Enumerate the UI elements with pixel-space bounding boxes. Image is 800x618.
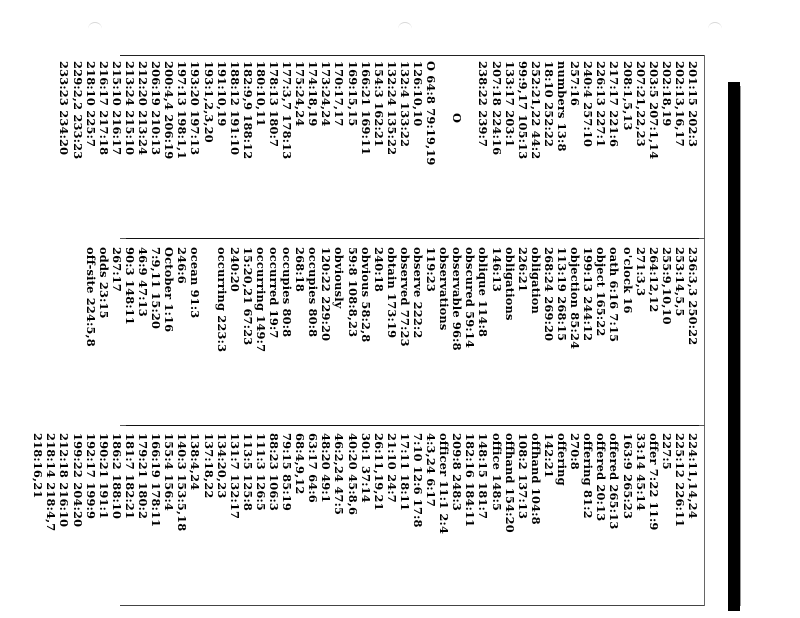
index-entry: 226:13 227:1 <box>594 61 609 148</box>
index-entry: 203:5 207:1,14 <box>646 61 661 160</box>
index-column <box>31 433 699 603</box>
index-entry: 170:17,17 <box>332 61 347 127</box>
index-entry: 209:8 248:3 <box>450 433 465 511</box>
index-entry: 225:12 226:11 <box>672 433 687 528</box>
index-entry: 7:9,11 15:20 <box>149 247 164 330</box>
index-entry: 181:7 182:21 <box>122 433 137 520</box>
index-entry: 217:17 221:6 <box>607 61 622 148</box>
index-entry: off-site 224:5,8 <box>83 247 98 347</box>
index-entry: 120:22 229:20 <box>319 247 334 342</box>
hole-punch-mark <box>88 22 102 30</box>
index-entry: 155:4 156:4 <box>162 433 177 511</box>
index-entry: 192:17 199:9 <box>83 433 98 520</box>
index-entry: 166:19 178:11 <box>149 433 164 528</box>
index-entry: oath 6:16 7:15 <box>607 247 622 343</box>
index-entry: 134:20,23 <box>214 433 229 499</box>
index-entry: office 148:5 <box>489 433 504 512</box>
scan-edge-shadow <box>728 82 740 611</box>
index-entry: 207:18 224:16 <box>489 61 504 156</box>
index-entry <box>463 61 476 231</box>
index-entry: 264:12,12 <box>646 247 661 313</box>
index-entry: 186:2 188:10 <box>109 433 124 520</box>
index-entry: o'clock 16 <box>620 247 635 314</box>
index-entry: 33:14 45:14 <box>633 433 648 511</box>
index-entry: 216:17 217:18 <box>96 61 111 156</box>
index-entry: 133:17 203:1 <box>502 61 517 148</box>
index-entry: ocean 91:3 <box>188 247 203 319</box>
index-entry: numbers 13:8 <box>555 61 570 152</box>
index-entry: 246:6 <box>175 247 190 284</box>
index-entry: offering <box>555 433 570 486</box>
index-entry: October 1:16 <box>162 247 177 333</box>
index-entry: 178:13 180:7 <box>267 61 281 148</box>
index-entry: 268:18 <box>293 247 308 293</box>
index-entry: 252:21,22 44:2 <box>528 61 543 160</box>
index-entry: 148:15 181:7 <box>476 433 491 520</box>
index-entry: 202:13,16,17 <box>672 61 687 147</box>
index-entry: offer 7:22 11:9 <box>646 433 661 531</box>
hole-punch-mark <box>708 22 722 30</box>
index-entry: 126:10,10 <box>411 61 426 127</box>
index-entry: 215:10 216:17 <box>109 61 124 156</box>
index-entry: obligations <box>502 247 517 321</box>
index-entry: 90:3 148:11 <box>122 247 137 325</box>
index-entry: 229:2,2 233:23 <box>70 61 85 160</box>
index-entry: 207:21,22,23 <box>633 61 648 147</box>
index-entry: 267:17 <box>109 247 124 293</box>
index-entry: 268:24 269:20 <box>541 247 556 342</box>
index-entry: 226:21 <box>515 247 530 293</box>
index-entry: 201:15 202:3 <box>686 61 700 148</box>
index-entry: 199:22 204:20 <box>70 433 85 528</box>
index-entry: 257:16 <box>568 61 583 107</box>
index-entry: observable 96:8 <box>450 247 465 351</box>
index-entry: obscured 59:14 <box>463 247 478 349</box>
index-entry: 182:9,9 188:12 <box>240 61 255 160</box>
index-entry: object 165:22 <box>594 247 609 337</box>
index-entry: offered 20:13 <box>594 433 609 522</box>
scan-margin-line <box>740 86 741 606</box>
index-entry: 59:8 108:8,23 <box>345 247 360 338</box>
index-entry: 271:3,3 <box>633 247 648 297</box>
index-entry: 79:15 85:19 <box>280 433 295 511</box>
index-entry: offhand 104:8 <box>528 433 543 525</box>
index-entry: 197:13 198:1,1 <box>175 61 190 160</box>
index-entry: 255:9,10,10 <box>659 247 674 325</box>
index-entry: 15:20,21 67:23 <box>240 247 255 346</box>
index-entry: 137:18,22 <box>201 433 216 499</box>
index-column <box>57 61 699 231</box>
index-entry: obvious 58:2,8 <box>358 247 373 343</box>
index-entry: odds 23:15 <box>96 247 111 319</box>
index-entry: 253:14,5,5 <box>672 247 687 317</box>
index-entry: 208:1,5,13 <box>620 61 635 131</box>
index-entry: 154:3 162:21 <box>371 61 386 148</box>
index-entry: 166:21 169:11 <box>358 61 373 156</box>
index-entry: 240:18 <box>371 247 386 293</box>
section-letter: O <box>450 113 465 124</box>
index-entry: 190:21 191:1 <box>96 433 111 520</box>
index-entry: occupies 80:8 <box>306 247 321 338</box>
index-entry: 108:2 137:13 <box>515 433 530 520</box>
index-entry: offering 81:2 <box>581 433 596 519</box>
index-entry <box>201 247 214 417</box>
index-entry: 40:20 45:8,6 <box>345 433 360 516</box>
index-entry: 200:4,4 206:19 <box>162 61 177 160</box>
index-page <box>31 55 705 607</box>
index-entry: 113:19 268:15 <box>555 247 570 342</box>
index-entry: 193:20 197:13 <box>188 61 203 156</box>
index-entry: 191:10,19 <box>214 61 229 127</box>
index-entry: obligation <box>528 247 543 315</box>
index-entry: 4:3,24 6:17 <box>424 433 439 508</box>
index-entry: 146:13 <box>489 247 504 293</box>
rotated-index-text <box>31 55 705 607</box>
index-entry: 193:1,2,3,20 <box>201 61 216 143</box>
index-entry: 218:16,21 <box>31 433 46 499</box>
index-entry: occurring 223:3 <box>214 247 229 353</box>
index-entry: 270:8 <box>568 433 583 470</box>
index-entry: 206:19 210:13 <box>149 61 164 156</box>
index-entry: 218:14 218:4,7 <box>44 433 59 532</box>
index-entry: 63:17 64:6 <box>306 433 321 503</box>
index-entry: 140:3 153:5,18 <box>175 433 190 532</box>
index-entry: occupies 80:8 <box>280 247 295 338</box>
index-entry: 163:9 265:23 <box>620 433 635 520</box>
index-entry: 17:11 18:11 <box>397 433 412 511</box>
index-entry: 180:10,11 <box>253 61 268 127</box>
index-entry: occurred 19:7 <box>267 247 281 339</box>
index-entry: 132:24 135:22 <box>384 61 399 156</box>
index-entry: 21:10 24:7 <box>384 433 399 503</box>
index-entry: 212:20 213:24 <box>136 61 151 156</box>
index-entry: 113:5 125:8 <box>240 433 255 511</box>
index-entry: observe 222:2 <box>411 247 426 339</box>
index-entry: 224:11,14,24 <box>686 433 700 519</box>
index-entry: 188:12 191:10 <box>227 61 242 156</box>
index-entry: observations <box>437 247 452 331</box>
index-entry: 46:2,24 47:5 <box>332 433 347 516</box>
index-entry: 30:1 37:14 <box>358 433 373 503</box>
index-entry: 202:18,19 <box>659 61 674 127</box>
index-entry: 131:7 132:17 <box>227 433 242 520</box>
index-entry: 132:4 133:22 <box>397 61 412 148</box>
index-entry: 142:21 <box>541 433 556 479</box>
index-entry: 240:20 <box>227 247 242 293</box>
index-entry: 169:15,15 <box>345 61 360 127</box>
index-entry: 179:21 180:2 <box>136 433 151 520</box>
index-entry: 175:24,24 <box>293 61 308 127</box>
index-entry: 88:23 106:3 <box>267 433 281 511</box>
index-entry: 238:22 239:7 <box>476 61 491 148</box>
index-entry: 177:3,7 178:13 <box>280 61 295 160</box>
index-entry: 227:5 <box>659 433 674 470</box>
index-entry: officer 11:1 2:4 <box>437 433 452 535</box>
index-entry: obtain 173:19 <box>384 247 399 339</box>
index-entry: 111:3 126:5 <box>253 433 268 511</box>
index-entry: 99:9,17 105:13 <box>515 61 530 160</box>
index-entry: 233:23 234:20 <box>57 61 72 156</box>
index-entry: 199:13 244:12 <box>581 247 596 342</box>
index-entry: 119:23 <box>424 247 439 293</box>
index-entry: 174:18,19 <box>306 61 321 127</box>
index-entry: 18:10 252:22 <box>541 61 556 148</box>
index-entry: 236:3,3 250:22 <box>686 247 700 346</box>
index-entry: 173:24,24 <box>319 61 334 127</box>
index-entry: offhand 154:20 <box>502 433 517 533</box>
index-entry: oblique 114:8 <box>476 247 491 338</box>
index-entry: objection 85:24 <box>568 247 583 350</box>
index-entry: 26:11,19,21 <box>371 433 386 511</box>
hole-punch-mark <box>398 22 412 30</box>
index-entry: 138:4,24 <box>188 433 203 491</box>
index-entry: occurring 149:7 <box>253 247 268 353</box>
index-entry: obviously <box>332 247 347 309</box>
index-entry: O 64:8 79:19,19 <box>424 61 439 166</box>
index-entry: 182:16 184:11 <box>463 433 478 528</box>
index-column <box>84 247 699 417</box>
index-entry: 212:18 216:10 <box>57 433 72 528</box>
index-entry: 48:20 49:1 <box>319 433 334 503</box>
index-entry: 68:4,9,12 <box>293 433 308 495</box>
index-entry: offered 265:13 <box>607 433 622 530</box>
index-entry: 218:10 225:7 <box>83 61 98 148</box>
index-entry <box>437 61 450 231</box>
index-entry: 46:9 47:13 <box>136 247 151 317</box>
index-entry: 240:4 257:10 <box>581 61 596 148</box>
index-entry: 213:24 215:10 <box>122 61 137 156</box>
index-entry: 7:10 12:6 17:8 <box>411 433 426 528</box>
index-entry: observed 77:23 <box>397 247 412 347</box>
